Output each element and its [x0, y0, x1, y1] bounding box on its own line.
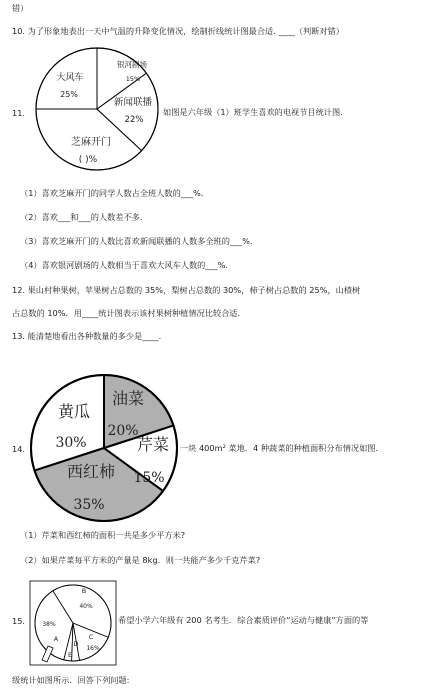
question-11-sub-2: （2）喜欢___和___的人数差不多． [20, 212, 149, 222]
pie-slice-label: C [88, 633, 94, 641]
pie-slice-label: 油菜 [111, 389, 145, 408]
pie-slice-label: 芝麻开门 [71, 137, 111, 148]
question-11-intro: 如图是六年级（1）班学生喜欢的电视节目统计图． [163, 107, 349, 117]
pie-slice-value: 25% [60, 90, 78, 99]
pie-slice-label: 大风车 [56, 73, 84, 83]
question-11-sub-3: （3）喜欢芝麻开门的人数比喜欢新闻联播的人数多全班的___%． [20, 236, 259, 246]
question-12-line-2: 占总数的 10%．用____统计图表示该村果树种植情况比较合适． [12, 308, 246, 318]
question-15-number: 15. [12, 616, 26, 626]
pie-slice-value: 38% [42, 621, 56, 628]
question-12-line-1: 12. 果山村种果树，苹果树占总数的 35%，梨树占总数的 30%，柿子树占总数的 25%，山楂树 [12, 285, 361, 295]
pie-slice-label: E [67, 651, 73, 659]
pie-slice-value: ( )% [78, 155, 98, 165]
pie-chart-vegetables [29, 373, 179, 523]
pie-slice-value: 16% [86, 645, 100, 652]
pie-chart-tv-programs [33, 44, 163, 174]
question-10-text: 10. 为了形象地表出一天中气温的升降变化情况，绘制折线统计图最合适. ____（判断对错） [12, 26, 344, 36]
question-11-number: 11. [12, 108, 26, 118]
pie-chart-grades [28, 578, 118, 668]
question-11-sub-4: （4）喜欢银河剧场的人数相当于喜欢大风车人数的___%． [20, 260, 234, 270]
question-14-sub-1: （1）芹菜和西红柿的面积一共是多少平方米? [20, 530, 186, 540]
question-15-line-2: 级统计如图所示．回答下列问题: [12, 675, 130, 685]
pie-slice-label: 西红柿 [66, 462, 116, 481]
pie-slice-value: 40% [79, 603, 93, 610]
pie-slice-value: 15% [125, 75, 141, 83]
pie-slice-value: 30% [55, 435, 87, 451]
pie-slice-label: B [81, 587, 87, 595]
pie-slice-label: 新闻联播 [113, 97, 153, 108]
pie-slice-label: 黄瓜 [57, 402, 91, 421]
pie-slice-label: D [73, 640, 79, 648]
pie-slice-label: 银河剧场 [117, 60, 147, 69]
pie-slice-value: 15% [133, 470, 165, 486]
question-14-intro: 一块 400m² 菜地．4 种蔬菜的种植面积分布情况如图． [180, 443, 384, 453]
pie-slice-label: A [53, 635, 59, 643]
question-15-intro: 希望小学六年级有 200 名考生．综合素质评价“运动与健康”方面的等 [118, 615, 369, 625]
top-fragment: 错） [12, 3, 29, 13]
question-14-number: 14. [12, 444, 26, 454]
pie-slice-value: 20% [107, 423, 139, 439]
question-13-text: 13. 能清楚地看出各种数量的多少是____. [12, 331, 162, 341]
question-14-sub-2: （2）如果芹菜每平方米的产量是 8kg．则一共能产多少千克芹菜? [20, 555, 261, 565]
pie-slice-value: 35% [73, 497, 105, 513]
pie-slice-value: 22% [124, 115, 144, 125]
question-11-sub-1: （1）喜欢芝麻开门的同学人数占全班人数的___%． [20, 188, 210, 198]
pie-slice-label: 芹菜 [136, 435, 170, 454]
